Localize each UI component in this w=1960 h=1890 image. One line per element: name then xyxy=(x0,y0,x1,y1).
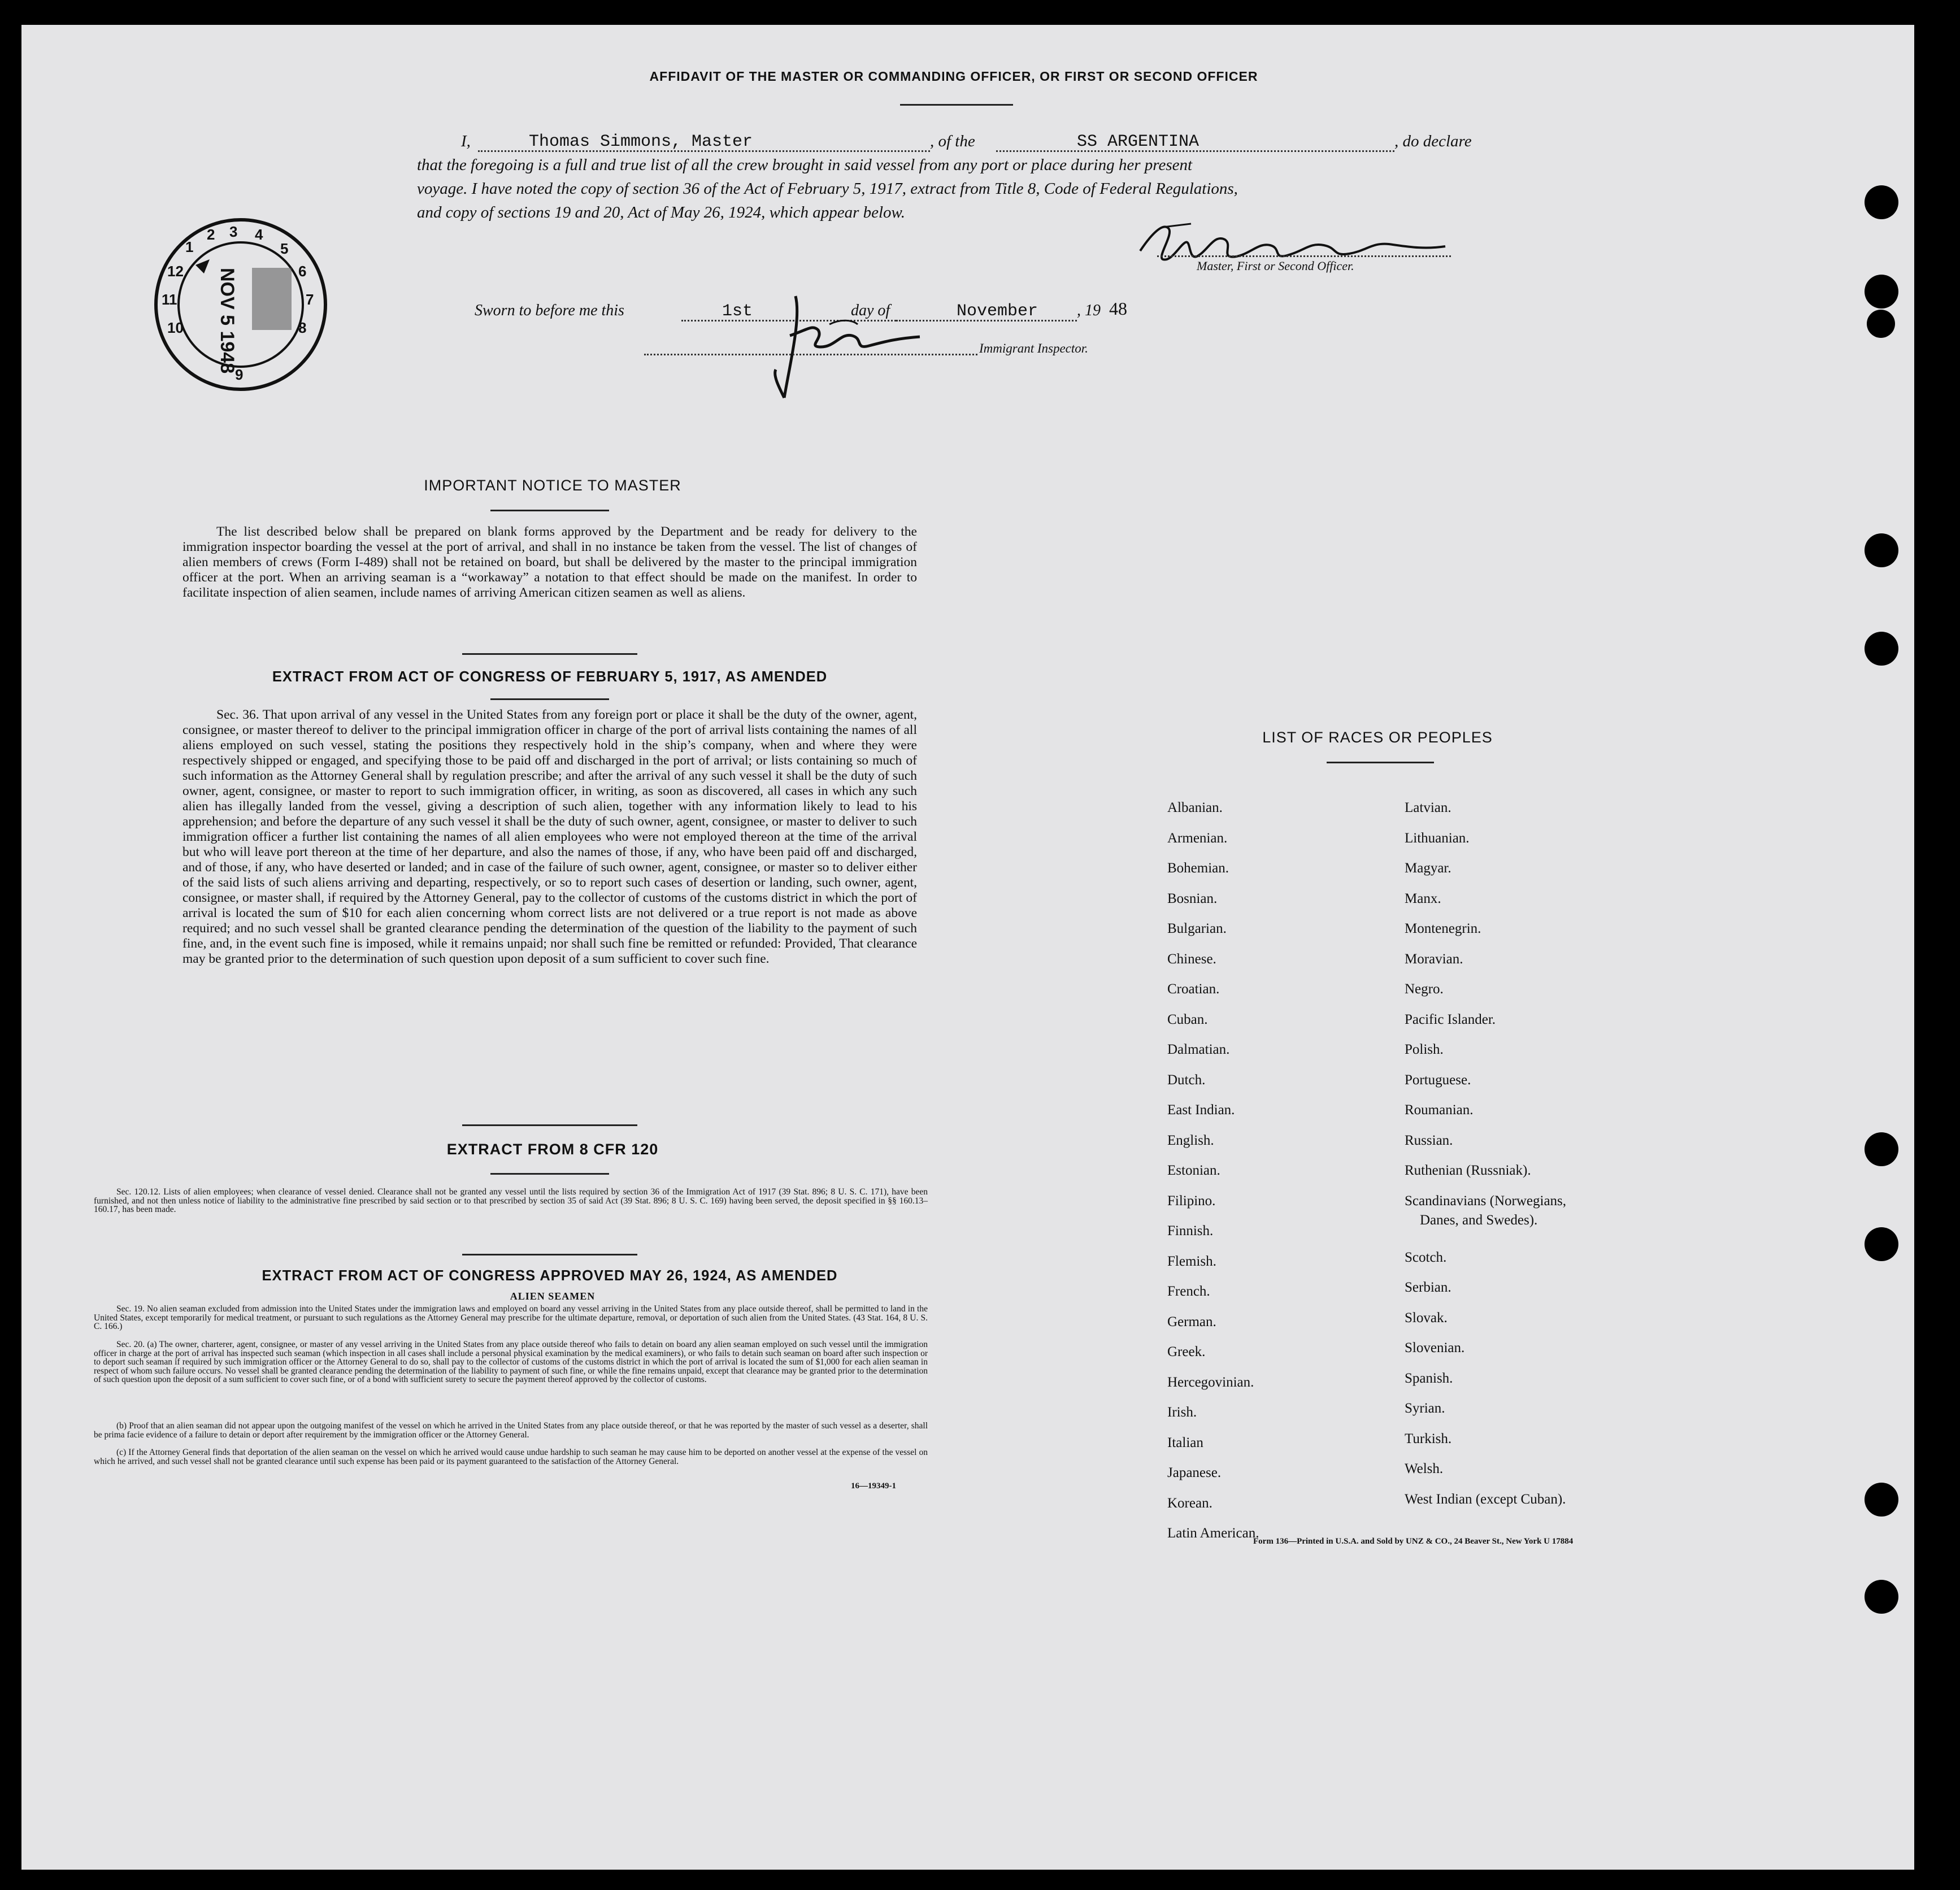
race-item: Bosnian. xyxy=(1167,890,1218,906)
races-title: LIST OF RACES OR PEOPLES xyxy=(1262,729,1493,746)
race-item: Portuguese. xyxy=(1405,1072,1471,1088)
signature-caption: Master, First or Second Officer. xyxy=(1197,259,1354,273)
affidavit-title-rule xyxy=(900,104,1013,106)
cfr-body: Sec. 120.12. Lists of alien employees; when clearance of vessel denied. Clearance shall not be granted any vessel until the lists required by section 36 of the Immigration Act of 1917 (39 Stat. 896; 8 U. S. C. 171), have been furnished, and not then unless notice of liability to the administrative fine prescribed by said section or to that prescribed by section 35 of said Act (39 Stat. 896; 8 U. S. C. 169) having been served, the deposit specified in §§ 160.13–160.17, has been made. xyxy=(94,1187,928,1214)
race-item: Welsh. xyxy=(1405,1461,1444,1476)
race-item: Hercegovinian. xyxy=(1167,1374,1254,1390)
race-item: Manx. xyxy=(1405,890,1441,906)
race-item: French. xyxy=(1167,1284,1210,1299)
race-item: Danes, and Swedes). xyxy=(1420,1212,1538,1228)
extract-1924-title: EXTRACT FROM ACT OF CONGRESS APPROVED MAY 26, 1924, AS AMENDED xyxy=(262,1268,838,1284)
race-item: German. xyxy=(1167,1314,1216,1329)
race-item: Estonian. xyxy=(1167,1163,1220,1178)
race-item: English. xyxy=(1167,1132,1214,1148)
race-item: Albanian. xyxy=(1167,800,1223,815)
extract-1924-sec20c: (c) If the Attorney General finds that deportation of the alien seaman on the vessel on which he arrived would cause undue hardship to such seaman he may cause him to be deported on another vessel at the expense of the vessel on which he arrived, and such vessel shall not be granted clearance until such expense has been paid or its payment guaranteed to the satisfaction of the Attorney General. xyxy=(94,1448,928,1466)
race-item: Flemish. xyxy=(1167,1253,1216,1269)
binder-hole-5 xyxy=(1865,632,1898,666)
inspector-signature-line xyxy=(644,354,977,355)
race-item: Lithuanian. xyxy=(1405,830,1470,846)
extract-1917-body: Sec. 36. That upon arrival of any vessel in the United States from any foreign port or place it shall be the duty of the owner, agent, consignee, or master thereof to deliver to the principal immigration officer in charge of the port of arrival lists containing the names of all aliens employed on such vessel, stating the positions they respectively hold in the ship’s company, when and where they were respectively shipped or engaged, and specifying those to be paid off and discharged in the port of arrival; or lists containing so much of such information as the Attorney General shall by regulation prescribe; and after the arrival of any such vessel it shall be the duty of such owner, agent, consignee, or master to report to such immigration officer, in writing, as soon as discovered, all cases in which any such alien has illegally landed from the vessel, giving a description of such alien, together with any information likely to lead to his apprehension; and before the departure of any such vessel it shall be the duty of such owner, agent, consignee, or master to deliver to such immigration officer a further list containing the names of all alien employees who were not employed thereon at the time of the arrival but who will leave port thereon at the time of her departure, and also the names of those, if any, who have been paid off and discharged, and of those, if any, who have deserted or landed; and in case of the failure of such owner, agent, consignee, or master so to deliver either of the said lists of such aliens arriving and departing, respectively, or so to report such cases of desertion or landing, such owner, agent, consignee, or master shall, if required by the Attorney General, pay to the collector of customs of the customs district in which the port of arrival is located the sum of $10 for each alien concerning whom correct lists are not delivered or a true report is not made as above required; and no such vessel shall be granted clearance pending the determination of the question of the liability to the payment of such fine, and, in the event such fine is imposed, while it remains unpaid; nor shall such fine be remitted or refunded: Provided, That clearance may be granted prior to the determination of such question upon deposit of a sum sufficient to cover such fine. xyxy=(182,707,917,966)
race-item: Irish. xyxy=(1167,1405,1197,1420)
race-item: Croatian. xyxy=(1167,981,1220,997)
svg-text:9: 9 xyxy=(235,366,244,383)
cfr-title: EXTRACT FROM 8 CFR 120 xyxy=(446,1141,659,1158)
svg-text:8: 8 xyxy=(298,319,307,336)
race-item: Turkish. xyxy=(1405,1431,1452,1446)
race-item: Ruthenian (Russniak). xyxy=(1405,1163,1531,1178)
race-item: Moravian. xyxy=(1405,951,1463,967)
svg-text:4: 4 xyxy=(255,226,263,243)
svg-text:6: 6 xyxy=(298,263,307,280)
affidavit-line-3: voyage. I have noted the copy of section 36 of the Act of February 5, 1917, extract from Title 8, Code of Federal Regulations, xyxy=(417,180,1238,198)
race-item: West Indian (except Cuban). xyxy=(1405,1491,1566,1507)
sworn-year-field: 48 xyxy=(1109,298,1127,319)
notice-title-rule xyxy=(490,510,609,511)
inspector-caption: Immigrant Inspector. xyxy=(979,341,1088,355)
svg-text:11: 11 xyxy=(162,291,177,308)
race-item: Russian. xyxy=(1405,1132,1453,1148)
extract-1917-title: EXTRACT FROM ACT OF CONGRESS OF FEBRUARY 5, 1917, AS AMENDED xyxy=(272,669,828,685)
race-item: Pacific Islander. xyxy=(1405,1011,1496,1027)
notice-body: The list described below shall be prepared on blank forms approved by the Department and be ready for delivery to the immigration inspector boarding the vessel at the port of arrival, and shall in no instance be taken from the vessel. The list of changes of alien members of crews (Form I-489) shall not be retained on board, but shall be delivered by the master to the principal immigration officer at the port. When an arriving seaman is a “workaway” a notation to that effect should be made on the manifest. In order to facilitate inspection of alien seamen, include names of arriving American citizen seamen as well as aliens. xyxy=(182,524,917,600)
cfr-title-rule xyxy=(490,1173,609,1175)
race-item: Armenian. xyxy=(1167,830,1228,846)
extract-1924-sec20b: (b) Proof that an alien seaman did not appear upon the outgoing manifest of the vessel on which he arrived in the United States from any place outside thereof, or that he was reported by the master of such vessel as a deserter, shall be prima facie evidence of a failure to detain or deport after requirement by the immigration officer or the Attorney General. xyxy=(94,1421,928,1440)
affidavit-line-2: that the foregoing is a full and true list of all the crew brought in said vessel from any port or place during her present xyxy=(417,156,1193,174)
race-item: Dalmatian. xyxy=(1167,1042,1230,1057)
manifest-page xyxy=(21,25,1914,1870)
binder-hole-3 xyxy=(1867,310,1895,338)
race-item: Slovenian. xyxy=(1405,1340,1465,1355)
binder-hole-8 xyxy=(1865,1483,1898,1517)
of-the-label: , of the xyxy=(930,132,975,150)
race-item: Roumanian. xyxy=(1405,1102,1474,1118)
binder-hole-2 xyxy=(1865,275,1898,309)
svg-text:5: 5 xyxy=(280,240,289,257)
svg-text:12: 12 xyxy=(167,263,184,280)
section-divider-3 xyxy=(462,1254,637,1255)
race-item: East Indian. xyxy=(1167,1102,1235,1118)
race-item: Latin American. xyxy=(1167,1526,1259,1541)
race-item: Spanish. xyxy=(1405,1370,1453,1386)
race-item: Serbian. xyxy=(1405,1280,1451,1295)
race-item: Bulgarian. xyxy=(1167,921,1227,936)
binder-hole-4 xyxy=(1865,533,1898,567)
race-item: Korean. xyxy=(1167,1495,1212,1511)
notice-title: IMPORTANT NOTICE TO MASTER xyxy=(424,477,681,494)
race-item: Latvian. xyxy=(1405,800,1451,815)
affidavit-title: AFFIDAVIT OF THE MASTER OR COMMANDING OFFICER, OR FIRST OR SECOND OFFICER xyxy=(649,69,1258,84)
extract-1924-sec19: Sec. 19. No alien seaman excluded from admission into the United States under the immigration laws and employed on board any vessel arriving in the United States from any place outside thereof, shall be permitted to land in the United States, except temporarily for medical treatment, or pursuant to such regulations as the Attorney General may prescribe for the ultimate departure, removal, or deportation of such alien from the United States. (43 Stat. 164, 8 U. S. C. 166.) xyxy=(94,1304,928,1331)
affidavit-line-4: and copy of sections 19 and 20, Act of May 26, 1924, which appear below. xyxy=(417,203,905,221)
race-item: Syrian. xyxy=(1405,1401,1445,1416)
race-item: Greek. xyxy=(1167,1344,1206,1359)
race-item: Polish. xyxy=(1405,1042,1444,1057)
race-item: Filipino. xyxy=(1167,1193,1216,1209)
extract-1917-title-rule xyxy=(490,698,609,700)
svg-text:10: 10 xyxy=(167,319,184,336)
master-name-field: Thomas Simmons, Master xyxy=(529,132,753,151)
race-item: Negro. xyxy=(1405,981,1444,997)
section-divider-2 xyxy=(462,1124,637,1126)
binder-hole-6 xyxy=(1865,1132,1898,1166)
race-item: Magyar. xyxy=(1405,861,1451,876)
race-item: Italian xyxy=(1167,1435,1203,1450)
race-item: Japanese. xyxy=(1167,1465,1222,1480)
immigration-stamp xyxy=(145,211,337,398)
extract-1924-subtitle: ALIEN SEAMEN xyxy=(510,1291,596,1302)
sworn-year-prefix: , 19 xyxy=(1077,302,1101,319)
race-item: Slovak. xyxy=(1405,1310,1448,1326)
sworn-month-field: November xyxy=(957,302,1038,321)
vessel-name-field: SS ARGENTINA xyxy=(1077,132,1200,151)
master-signature-line xyxy=(1157,255,1451,257)
affidavit-prefix: I, xyxy=(461,132,471,150)
race-item: Montenegrin. xyxy=(1405,921,1481,936)
binder-hole-1 xyxy=(1865,185,1898,219)
race-item: Chinese. xyxy=(1167,951,1216,967)
race-item: Scotch. xyxy=(1405,1249,1447,1265)
do-declare-label: , do declare xyxy=(1394,132,1472,150)
races-title-rule xyxy=(1327,762,1434,763)
form-footer: Form 136—Printed in U.S.A. and Sold by UNZ & CO., 24 Beaver St., New York U 17884 xyxy=(1253,1537,1574,1546)
inspector-signature xyxy=(756,285,959,409)
extract-1924-code: 16—19349-1 xyxy=(851,1481,896,1491)
race-item: Cuban. xyxy=(1167,1011,1208,1027)
sworn-day-field: 1st xyxy=(722,302,753,321)
race-item: Scandinavians (Norwegians, xyxy=(1405,1193,1567,1209)
sworn-label: Sworn to before me this xyxy=(475,302,624,319)
binder-hole-7 xyxy=(1865,1227,1898,1261)
race-item: Dutch. xyxy=(1167,1072,1206,1088)
section-divider-1 xyxy=(462,653,637,655)
stamp-date: NOV 5 1948 xyxy=(216,268,238,374)
svg-text:7: 7 xyxy=(306,291,314,308)
extract-1924-sec20a: Sec. 20. (a) The owner, charterer, agent, consignee, or master of any vessel arriving in the United States from any place outside thereof who fails to detain on board any alien seaman employed on such vessel until the immigration officer in charge at the port of arrival has inspected such seaman (which inspection in all cases shall include a personal physical examination by the medical examiners), or who fails to detain such seaman on board after such inspection or to deport such seaman if required by such immigration officer or the Attorney General to do so, shall pay to the collector of customs of the customs district in which the port of arrival is located the sum of $1,000 for each alien seaman in respect of whom such failure occurs. No vessel shall be granted clearance pending the determination of the liability to payment of such fine, or while the fine remains unpaid, except that clearance may be granted prior to the determination of such question upon the deposit of a sum sufficient to cover such fine, or of a bond with sufficient surety to secure the payment thereof approved by the collector of customs. xyxy=(94,1340,928,1384)
race-item: Finnish. xyxy=(1167,1223,1214,1239)
svg-text:2: 2 xyxy=(207,226,215,243)
svg-text:3: 3 xyxy=(229,223,238,240)
race-item: Bohemian. xyxy=(1167,861,1229,876)
svg-text:1: 1 xyxy=(185,238,194,255)
day-of-label: day of xyxy=(851,302,890,319)
binder-hole-9 xyxy=(1865,1580,1898,1614)
